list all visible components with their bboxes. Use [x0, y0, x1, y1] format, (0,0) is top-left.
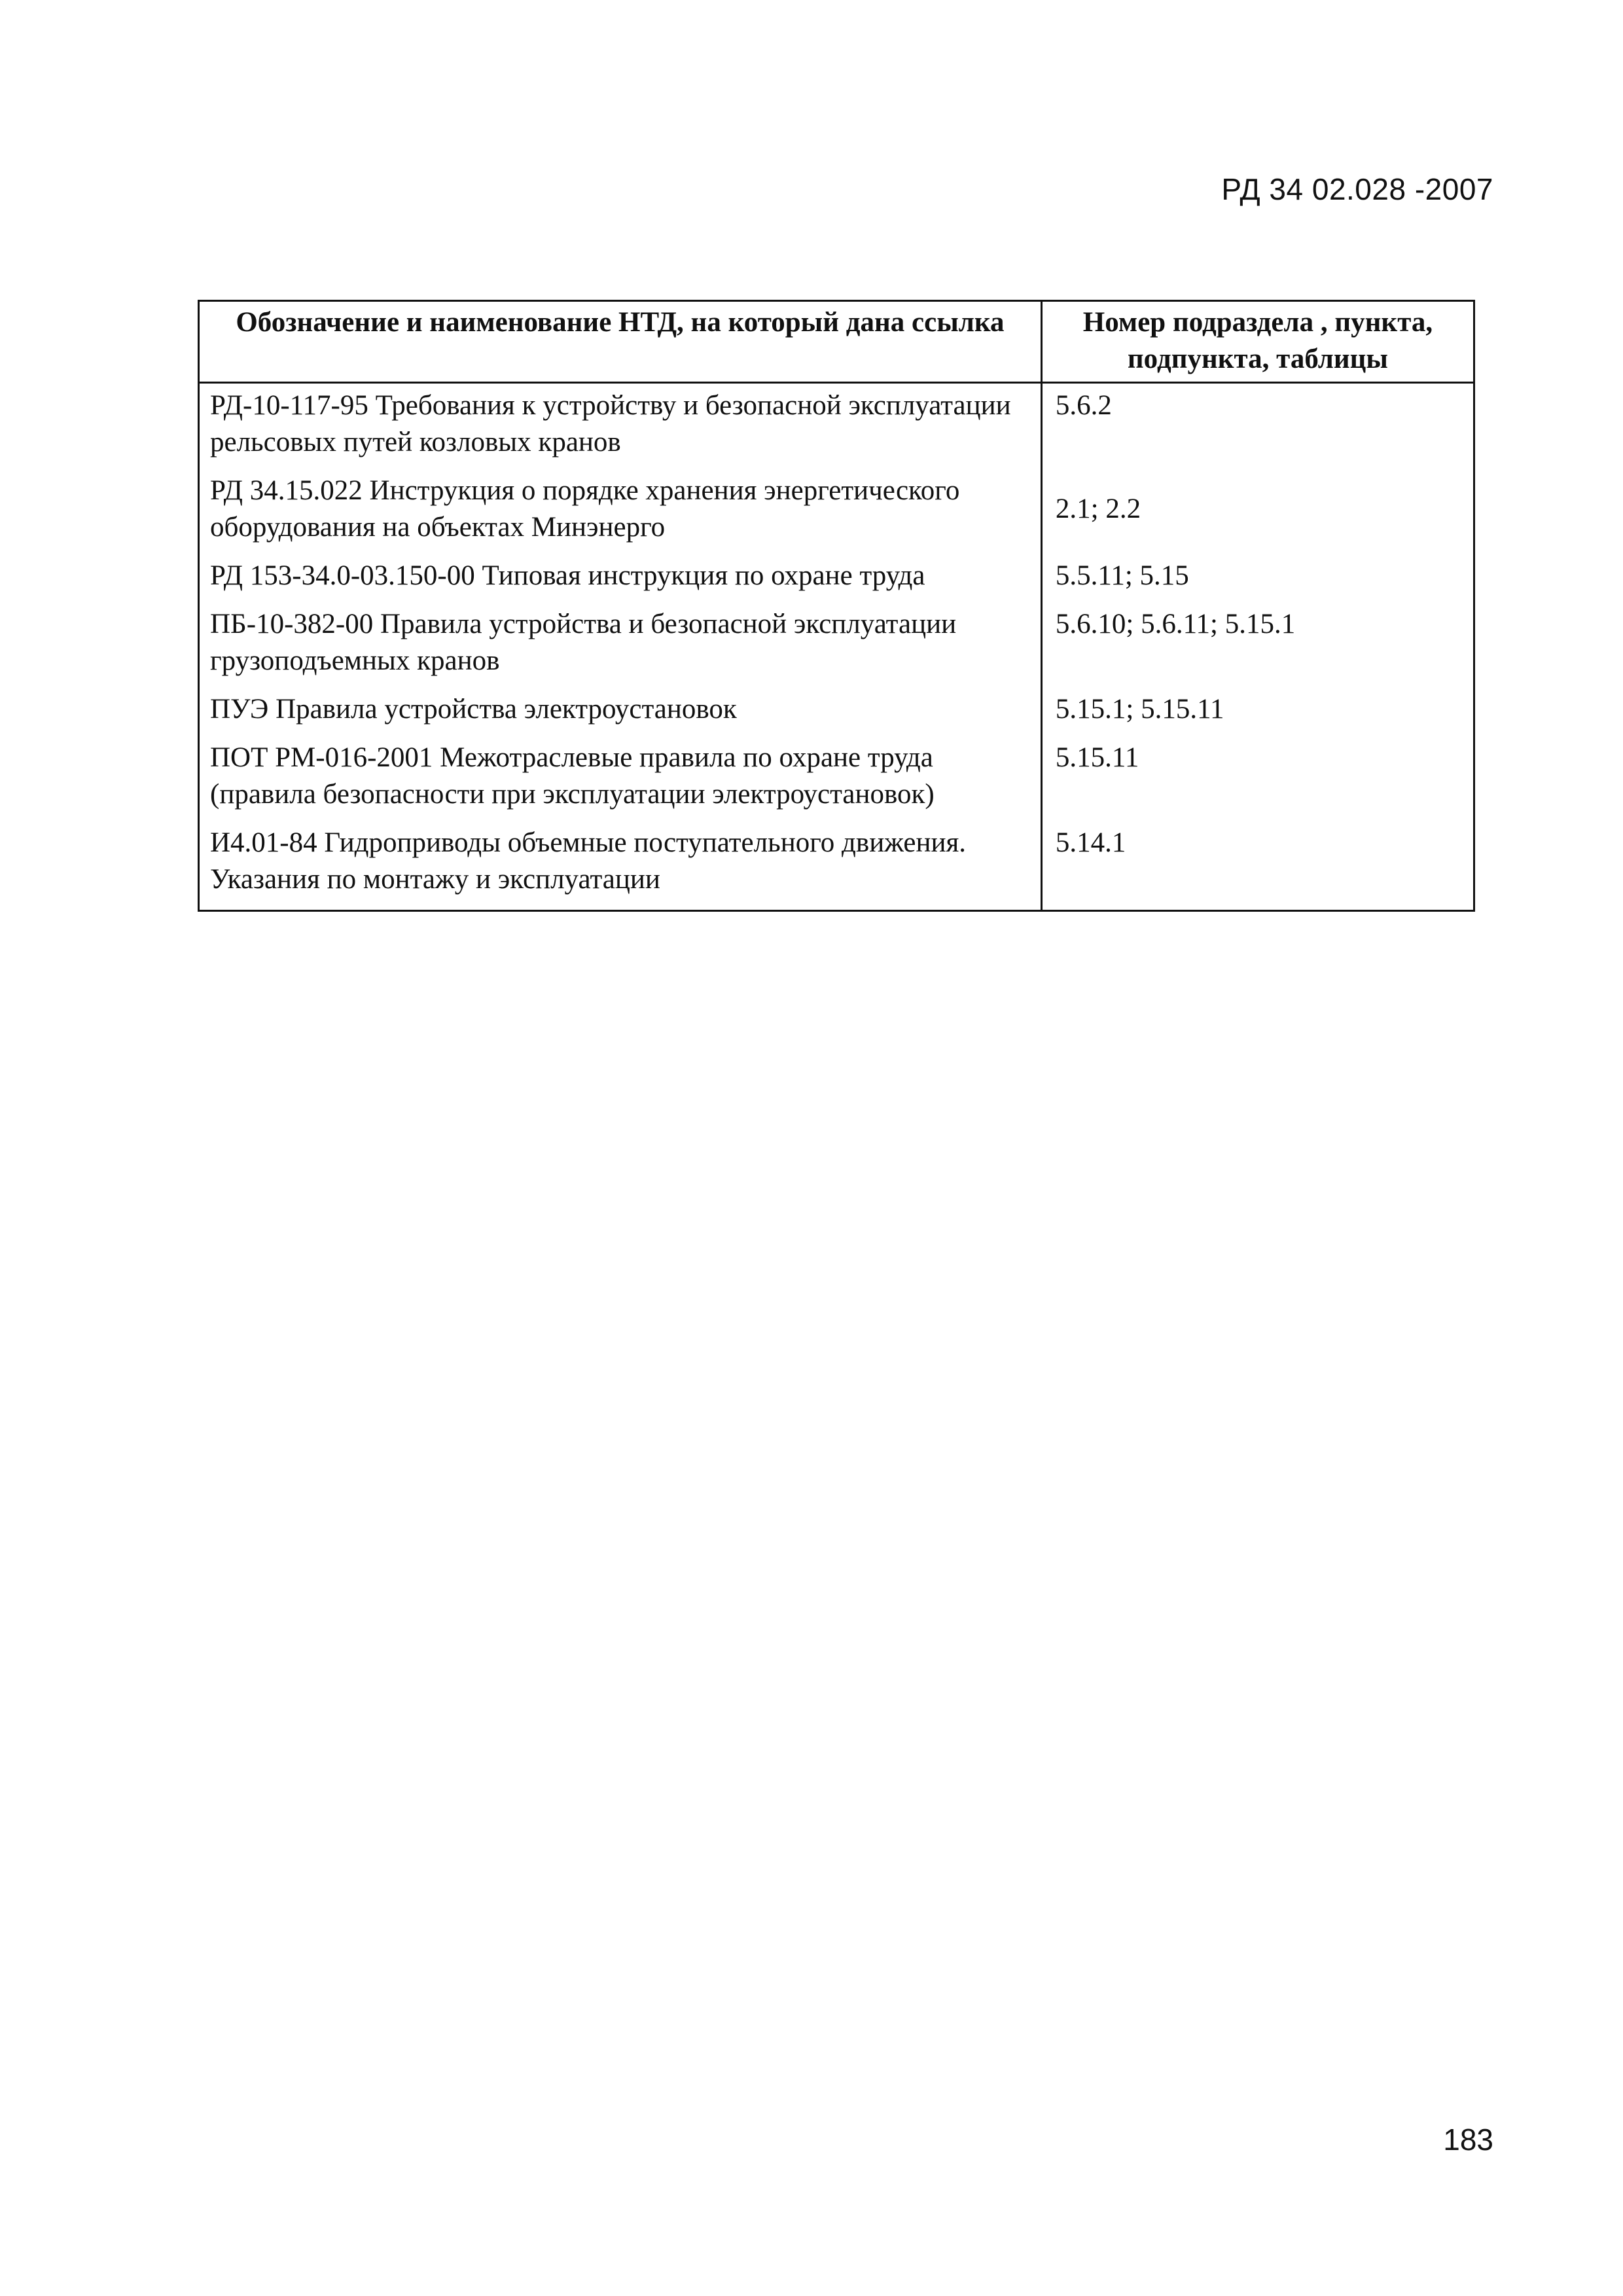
section-cell: 2.1; 2.2	[1041, 469, 1474, 554]
section-cell: 5.6.10; 5.6.11; 5.15.1	[1041, 602, 1474, 687]
section-cell: 5.5.11; 5.15	[1041, 554, 1474, 602]
table-row	[199, 383, 1474, 469]
section-cell: 5.14.1	[1041, 821, 1474, 911]
section-cell: 5.6.2	[1041, 383, 1474, 469]
table-row	[199, 469, 1474, 554]
table-row	[199, 687, 1474, 736]
table-row	[199, 554, 1474, 602]
references-table	[198, 300, 1475, 912]
document-cell: ПБ-10-382-00 Правила устройства и безопасной эксплуатации грузоподъемных кранов	[199, 602, 1042, 687]
document-cell: РД 34.15.022 Инструкция о порядке хранения энергетического оборудования на объектах Минэнерго	[199, 469, 1042, 554]
document-cell: РД-10-117-95 Требования к устройству и безопасной эксплуатации рельсовых путей козловых кранов	[199, 383, 1042, 469]
page-number: 183	[1443, 2123, 1493, 2157]
document-cell: РД 153-34.0-03.150-00 Типовая инструкция по охране труда	[199, 554, 1042, 602]
section-cell: 5.15.1; 5.15.11	[1041, 687, 1474, 736]
section-cell: 5.15.11	[1041, 736, 1474, 821]
table-row	[199, 821, 1474, 911]
document-cell: ПОТ РМ-016-2001 Межотраслевые правила по охране труда (правила безопасности при эксплуатации электроустановок)	[199, 736, 1042, 821]
table-row	[199, 602, 1474, 687]
document-cell: ПУЭ Правила устройства электроустановок	[199, 687, 1042, 736]
document-cell: И4.01-84 Гидроприводы объемные поступательного движения. Указания по монтажу и эксплуатации	[199, 821, 1042, 911]
table-row	[199, 736, 1474, 821]
document-code: РД 34 02.028 -2007	[1221, 172, 1493, 206]
table-header-row	[199, 301, 1474, 383]
column-header-document: Обозначение и наименование НТД, на который дана ссылка	[199, 301, 1042, 383]
column-header-section: Номер подраздела , пункта, подпункта, таблицы	[1041, 301, 1474, 383]
